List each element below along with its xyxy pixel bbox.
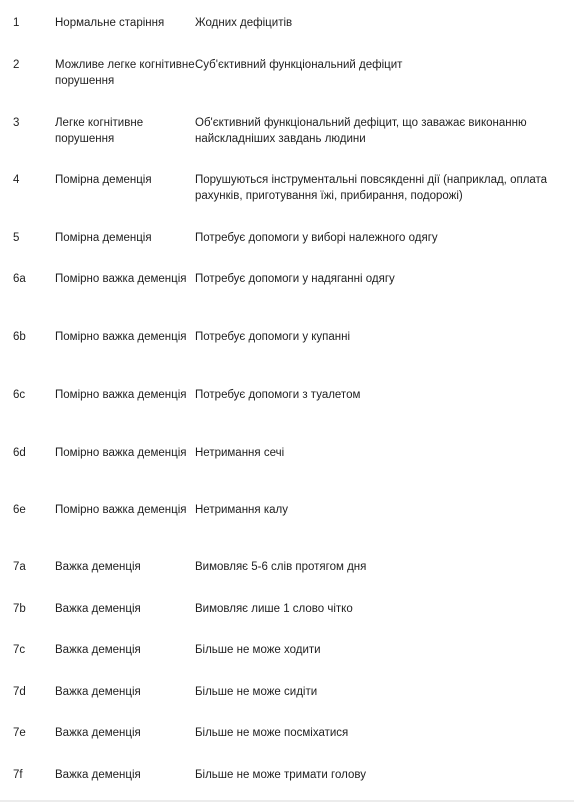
stage-name-cell: Помірно важка деменція [55, 331, 187, 343]
table-row [0, 627, 572, 669]
stage-name-cell: Помірно важка деменція [55, 273, 187, 285]
stage-name-cell: Важка деменція [55, 769, 141, 781]
stage-description-cell: Порушуються інструментальні повсякденні дії (наприклад, оплата рахунків, приготування їжі, прибирання, подорожі) [195, 174, 548, 202]
table-row [0, 487, 572, 544]
stage-cell: 6a [13, 273, 26, 285]
stage-cell: 6b [13, 331, 26, 343]
stage-cell: 6e [13, 504, 26, 516]
stage-cell: 6c [13, 389, 26, 401]
table-row [0, 157, 572, 215]
stage-name-cell: Важка деменція [55, 603, 141, 615]
stage-name-cell: Легке когнітивне порушення [55, 117, 144, 145]
table-row [0, 669, 572, 710]
stage-description-cell: Більше не може посміхатися [195, 727, 349, 739]
stage-name-cell: Помірно важка деменція [55, 447, 187, 459]
table-row [0, 42, 572, 100]
stage-description-cell: Нетримання калу [195, 504, 288, 516]
stage-cell: 3 [13, 117, 20, 129]
stage-name-cell: Помірно важка деменція [55, 504, 187, 516]
stage-name-cell: Нормальне старіння [55, 17, 165, 29]
stage-cell: 7e [13, 727, 26, 739]
table-row [0, 544, 572, 586]
stage-cell: 6d [13, 447, 26, 459]
stage-description-cell: Потребує допомоги з туалетом [195, 389, 361, 401]
stage-description-cell: Потребує допомоги у надяганні одягу [195, 273, 395, 285]
stage-cell: 7d [13, 686, 26, 698]
table-row [0, 0, 572, 42]
stage-description-cell: Потребує допомоги у купанні [195, 331, 351, 343]
stage-name-cell: Важка деменція [55, 727, 141, 739]
stage-name-cell: Важка деменція [55, 686, 141, 698]
stage-description-cell: Об'єктивний функціональний дефіцит, що заважає виконанню найскладніших завдань людини [195, 117, 527, 145]
stage-description-cell: Потребує допомоги у виборі належного одягу [195, 232, 438, 244]
table-row [0, 215, 572, 256]
stage-cell: 7a [13, 561, 26, 573]
stage-name-cell: Помірна деменція [55, 174, 152, 186]
table-row [0, 256, 572, 314]
stage-cell: 5 [13, 232, 20, 244]
stage-cell: 7f [13, 769, 23, 781]
stage-description-cell: Вимовляє лише 1 слово чітко [195, 603, 353, 615]
stage-cell: 7c [13, 644, 26, 656]
stage-name-cell: Важка деменція [55, 644, 141, 656]
stage-cell: 2 [13, 59, 20, 71]
stage-name-cell: Помірно важка деменція [55, 389, 187, 401]
stage-name-cell: Помірна деменція [55, 232, 152, 244]
stage-description-cell: Більше не може сидіти [195, 686, 318, 698]
table-row [0, 314, 572, 372]
stage-description-cell: Більше не може ходити [195, 644, 321, 656]
stage-cell: 4 [13, 174, 20, 186]
table-row [0, 372, 572, 430]
stage-description-cell: Жодних дефіцитів [195, 17, 293, 29]
stage-description-cell: Вимовляє 5-6 слів протягом дня [195, 561, 367, 573]
table-row [0, 752, 572, 794]
table-row [0, 586, 572, 627]
table-row [0, 430, 572, 487]
stage-description-cell: Більше не може тримати голову [195, 769, 366, 781]
stage-description-cell: Суб'єктивний функціональний дефіцит [195, 59, 403, 71]
table-row [0, 710, 572, 752]
stage-name-cell: Можливе легке когнітивне порушення [55, 59, 195, 87]
stage-description-cell: Нетримання сечі [195, 447, 285, 459]
table-row [0, 100, 572, 157]
stage-cell: 1 [13, 17, 20, 29]
stage-name-cell: Важка деменція [55, 561, 141, 573]
stage-cell: 7b [13, 603, 26, 615]
